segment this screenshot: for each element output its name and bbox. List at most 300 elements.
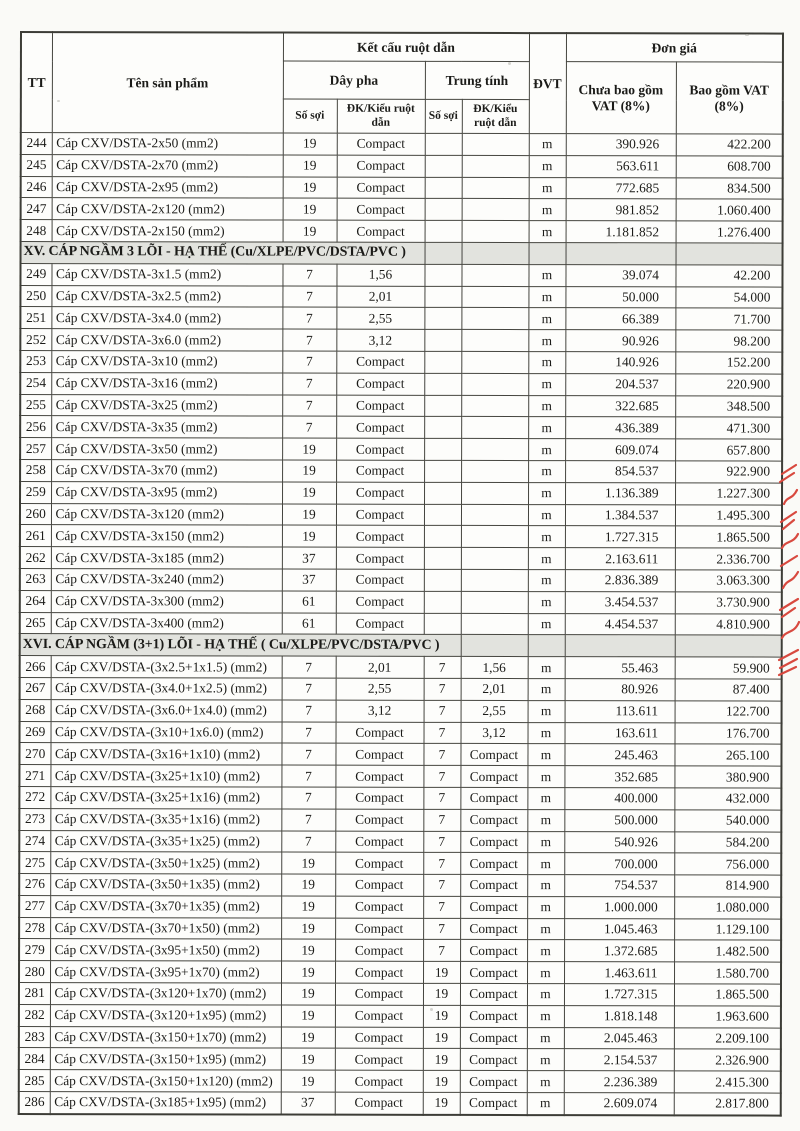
cell-neutral-conductor: Compact (460, 1027, 527, 1049)
cell-price-ex-vat: 1.136.389 (565, 482, 675, 504)
cell-product-name: Cáp CXV/DSTA-(3x16+1x10) (mm2) (50, 743, 281, 765)
section-title: XVI. CÁP NGẦM (3+1) LÕI - HẠ THẾ ( Cu/XLPE/PVC/DSTA/PVC ) (20, 634, 461, 657)
cell-neutral-conductor: Compact (460, 984, 527, 1006)
cell-phase-conductor: Compact (335, 743, 423, 765)
cell-phase-strands: 19 (281, 940, 335, 962)
cell-phase-strands: 37 (282, 547, 336, 569)
cell-phase-strands: 7 (281, 831, 335, 853)
cell-tt: 286 (19, 1092, 50, 1114)
table-row (20, 699, 782, 722)
cell-phase-conductor: Compact (335, 918, 423, 940)
cell-price-ex-vat: 4.454.537 (565, 613, 675, 635)
cell-price-ex-vat: 39.074 (565, 264, 675, 286)
cell-phase-strands: 7 (282, 395, 336, 417)
cell-phase-conductor: Compact (336, 482, 424, 504)
cell-phase-conductor: Compact (336, 547, 424, 569)
cell-phase-conductor: Compact (336, 373, 424, 395)
cell-tt: 274 (19, 830, 50, 852)
cell-unit: m (529, 134, 566, 156)
cell-tt: 261 (20, 525, 51, 547)
table-row (19, 961, 781, 984)
cell-neutral-strands (424, 417, 461, 439)
table-row (20, 372, 782, 395)
header-conductor-structure: Kết cấu ruột dẫn (283, 33, 529, 62)
cell-phase-conductor: Compact (335, 1005, 423, 1027)
cell-product-name: Cáp CXV/DSTA-(3x95+1x70) (mm2) (50, 961, 281, 983)
cell-neutral-conductor: Compact (460, 787, 527, 809)
cell-unit: m (527, 809, 564, 831)
cell-unit: m (528, 700, 565, 722)
cell-phase-conductor: Compact (336, 351, 424, 373)
cell-phase-strands: 7 (281, 743, 335, 765)
table-row (20, 459, 782, 482)
cell-phase-strands: 37 (282, 569, 336, 591)
cell-product-name: Cáp CXV/DSTA-3x10 (mm2) (51, 351, 282, 373)
cell-phase-conductor: Compact (335, 809, 423, 831)
cell-phase-conductor: 3,12 (336, 329, 424, 351)
cell-phase-conductor: 2,55 (336, 308, 424, 330)
cell-neutral-strands (424, 308, 461, 330)
cell-tt: 269 (20, 721, 51, 743)
cell-tt: 285 (19, 1070, 50, 1092)
cell-neutral-strands (424, 395, 461, 417)
cell-price-inc-vat: 2.326.900 (674, 1049, 781, 1071)
cell-phase-strands: 7 (282, 329, 336, 351)
cell-neutral-conductor (461, 373, 528, 395)
cell-neutral-strands (424, 482, 461, 504)
cell-unit: m (528, 548, 565, 570)
cell-neutral-conductor: Compact (460, 1071, 527, 1093)
cell-price-inc-vat: 1.580.700 (674, 962, 781, 984)
cell-tt: 250 (20, 285, 51, 307)
cell-tt: 252 (20, 329, 51, 351)
cell-phase-conductor: Compact (337, 177, 425, 199)
cell-phase-conductor: Compact (336, 460, 424, 482)
cell-neutral-strands: 7 (424, 656, 461, 678)
cell-unit: m (527, 940, 564, 962)
cell-neutral-conductor: Compact (460, 940, 527, 962)
cell-neutral-strands: 19 (423, 983, 460, 1005)
cell-tt: 249 (20, 263, 51, 285)
table-row (21, 198, 783, 221)
cell-neutral-conductor: Compact (460, 896, 527, 918)
cell-price-ex-vat: 540.926 (564, 831, 674, 853)
cell-tt: 266 (20, 656, 51, 678)
header-tt: TT (21, 32, 52, 133)
table-row (21, 176, 783, 199)
cell-product-name: Cáp CXV/DSTA-(3x2.5+1x1.5) (mm2) (51, 656, 282, 678)
cell-tt: 253 (20, 350, 51, 372)
cell-product-name: Cáp CXV/DSTA-(3x70+1x50) (mm2) (50, 917, 281, 939)
cell-neutral-strands (425, 221, 462, 243)
section-filler-cell (425, 242, 462, 264)
cell-phase-conductor: Compact (335, 1070, 423, 1092)
cell-unit: m (528, 570, 565, 592)
cell-neutral-conductor (461, 482, 528, 504)
cell-neutral-conductor (462, 155, 529, 177)
cell-phase-conductor: 1,56 (336, 264, 424, 286)
cell-tt: 284 (19, 1048, 50, 1070)
cell-unit: m (527, 766, 564, 788)
cell-product-name: Cáp CXV/DSTA-(3x6.0+1x4.0) (mm2) (51, 699, 282, 721)
cell-price-inc-vat: 54.000 (675, 286, 782, 308)
cell-neutral-strands (424, 504, 461, 526)
cell-phase-strands: 19 (281, 918, 335, 940)
cell-tt: 245 (21, 154, 52, 176)
cell-price-inc-vat: 71.700 (675, 308, 782, 330)
cell-product-name: Cáp CXV/DSTA-3x240 (mm2) (51, 569, 282, 591)
cell-product-name: Cáp CXV/DSTA-(3x185+1x95) (mm2) (50, 1092, 281, 1115)
cell-price-ex-vat: 2.154.537 (564, 1049, 674, 1071)
cell-phase-strands: 19 (281, 896, 335, 918)
cell-neutral-conductor (461, 351, 528, 373)
header-price-ex-vat: Chưa bao gồm VAT (8%) (566, 62, 676, 134)
cell-neutral-strands: 19 (423, 962, 460, 984)
table-row (19, 917, 781, 940)
cell-tt: 256 (20, 416, 51, 438)
cell-unit: m (528, 526, 565, 548)
cell-product-name: Cáp CXV/DSTA-(3x50+1x25) (mm2) (50, 852, 281, 874)
cell-tt: 251 (20, 307, 51, 329)
cell-phase-strands: 61 (282, 591, 336, 613)
cell-tt: 246 (21, 176, 52, 198)
cell-unit: m (528, 482, 565, 504)
cell-phase-conductor: Compact (335, 852, 423, 874)
cell-product-name: Cáp CXV/DSTA-3x150 (mm2) (51, 525, 282, 547)
table-row (20, 547, 782, 570)
cell-neutral-conductor: 2,55 (461, 700, 528, 722)
cell-unit: m (528, 264, 565, 286)
table-row (20, 285, 782, 308)
header-strand-count-phase: Số sợi (283, 99, 337, 133)
cell-neutral-strands: 7 (424, 678, 461, 700)
cell-price-inc-vat: 657.800 (675, 439, 782, 461)
cell-phase-strands: 19 (282, 438, 336, 460)
cell-neutral-strands: 7 (424, 700, 461, 722)
cell-neutral-conductor (461, 569, 528, 591)
table-row (20, 568, 782, 591)
cell-tt: 259 (20, 481, 51, 503)
cell-phase-strands: 7 (282, 722, 336, 744)
cell-price-ex-vat: 436.389 (565, 417, 675, 439)
cell-tt: 272 (19, 786, 50, 808)
cell-neutral-strands (425, 133, 462, 155)
cell-neutral-conductor (461, 613, 528, 635)
cell-unit: m (528, 722, 565, 744)
cell-neutral-conductor: Compact (460, 744, 527, 766)
cell-unit: m (528, 591, 565, 613)
cell-neutral-strands (424, 264, 461, 286)
cell-neutral-conductor: Compact (460, 853, 527, 875)
price-table-body (19, 133, 783, 1116)
cell-tt: 268 (20, 699, 51, 721)
cell-price-ex-vat: 90.926 (565, 330, 675, 352)
cell-product-name: Cáp CXV/DSTA-3x400 (mm2) (51, 612, 282, 634)
cell-tt: 276 (19, 874, 50, 896)
cell-unit: m (527, 984, 564, 1006)
cell-tt: 277 (19, 895, 50, 917)
cell-product-name: Cáp CXV/DSTA-(3x70+1x35) (mm2) (50, 895, 281, 917)
table-row (20, 263, 782, 286)
table-row (20, 590, 782, 613)
cell-price-inc-vat: 834.500 (676, 177, 783, 199)
cell-price-ex-vat: 390.926 (566, 134, 676, 156)
cell-phase-conductor: Compact (335, 983, 423, 1005)
cell-unit: m (527, 853, 564, 875)
cell-price-inc-vat: 1.276.400 (676, 221, 783, 243)
cell-price-ex-vat: 3.454.537 (565, 591, 675, 613)
header-phase: Dây pha (283, 61, 425, 99)
cell-price-inc-vat: 122.700 (675, 701, 782, 723)
cell-phase-strands: 7 (282, 678, 336, 700)
cell-price-ex-vat: 1.045.463 (564, 918, 674, 940)
cell-product-name: Cáp CXV/DSTA-3x2.5 (mm2) (51, 285, 282, 307)
red-handwriting-mark (777, 460, 800, 680)
cell-tt: 265 (20, 612, 51, 634)
cell-phase-conductor: Compact (335, 896, 423, 918)
cell-price-inc-vat: 1.495.300 (675, 504, 782, 526)
cell-price-inc-vat: 814.900 (674, 875, 781, 897)
table-row (21, 220, 783, 243)
cell-price-ex-vat: 2.836.389 (565, 570, 675, 592)
cell-neutral-strands (424, 591, 461, 613)
cell-tt: 247 (21, 198, 52, 220)
table-row (19, 874, 781, 897)
cell-neutral-conductor (462, 133, 529, 155)
cell-price-inc-vat: 756.000 (674, 853, 781, 875)
cell-phase-strands: 7 (281, 809, 335, 831)
header-price-inc-vat: Bao gồm VAT (8%) (676, 62, 783, 134)
cell-phase-conductor: Compact (335, 1027, 423, 1049)
cell-price-ex-vat: 1.727.315 (564, 984, 674, 1006)
cell-product-name: Cáp CXV/DSTA-3x6.0 (mm2) (51, 329, 282, 351)
cell-phase-conductor: 2,55 (336, 678, 424, 700)
cell-neutral-strands: 7 (423, 896, 460, 918)
cell-neutral-strands: 19 (423, 1092, 460, 1114)
cell-price-ex-vat: 1.372.685 (564, 940, 674, 962)
cell-product-name: Cáp CXV/DSTA-2x70 (mm2) (52, 154, 283, 176)
table-row (19, 1026, 781, 1049)
cell-unit: m (527, 896, 564, 918)
cell-tt: 264 (20, 590, 51, 612)
cell-tt: 270 (19, 743, 50, 765)
cell-tt: 273 (19, 808, 50, 830)
cell-unit: m (527, 1027, 564, 1049)
table-row (20, 438, 782, 461)
cell-neutral-strands (425, 155, 462, 177)
cell-price-inc-vat: 152.200 (675, 352, 782, 374)
cell-phase-strands: 19 (283, 177, 337, 199)
cell-price-inc-vat: 1.129.100 (674, 919, 781, 941)
cell-neutral-conductor: Compact (460, 962, 527, 984)
section-filler-cell (675, 635, 782, 657)
cell-unit: m (528, 678, 565, 700)
section-filler-cell (528, 635, 565, 657)
cell-phase-strands: 19 (281, 1049, 335, 1071)
cell-neutral-conductor: Compact (460, 831, 527, 853)
cell-price-inc-vat: 1.963.600 (674, 1006, 781, 1028)
cell-neutral-strands (424, 569, 461, 591)
cell-neutral-conductor (461, 308, 528, 330)
cell-phase-conductor: Compact (336, 417, 424, 439)
cell-phase-conductor: 2,01 (336, 656, 424, 678)
table-row (20, 503, 782, 526)
header-unit: ĐVT (529, 33, 566, 134)
cell-price-ex-vat: 55.463 (565, 657, 675, 679)
cell-neutral-conductor: Compact (460, 766, 527, 788)
cell-phase-strands: 19 (281, 852, 335, 874)
cell-neutral-conductor: Compact (460, 809, 527, 831)
cell-price-ex-vat: 245.463 (564, 744, 674, 766)
table-row (19, 852, 781, 875)
cell-phase-conductor: Compact (337, 133, 425, 155)
cell-phase-strands: 7 (282, 416, 336, 438)
cell-price-inc-vat: 608.700 (676, 156, 783, 178)
cell-phase-conductor: Compact (335, 765, 423, 787)
section-filler-cell (566, 243, 676, 265)
cell-unit: m (527, 1049, 564, 1071)
header-neutral: Trung tính (425, 61, 529, 99)
cell-tt: 275 (19, 852, 50, 874)
cell-phase-strands: 7 (281, 765, 335, 787)
scan-speck (430, 1008, 433, 1011)
cell-tt: 279 (19, 939, 50, 961)
cell-price-ex-vat: 2.609.074 (564, 1093, 674, 1116)
section-title: XV. CÁP NGẦM 3 LÕI - HẠ THẾ (Cu/XLPE/PVC/DSTA/PVC ) (21, 241, 425, 264)
cell-tt: 263 (20, 568, 51, 590)
table-row (20, 394, 782, 417)
cell-phase-strands: 19 (283, 133, 337, 155)
cell-price-inc-vat: 432.000 (674, 788, 781, 810)
cell-price-inc-vat: 1.060.400 (676, 199, 783, 221)
cell-price-ex-vat: 322.685 (565, 395, 675, 417)
cell-phase-strands: 7 (282, 264, 336, 286)
cell-neutral-strands (425, 177, 462, 199)
cell-phase-strands: 19 (283, 198, 337, 220)
cell-product-name: Cáp CXV/DSTA-3x16 (mm2) (51, 372, 282, 394)
cell-phase-strands: 7 (282, 656, 336, 678)
cell-tt: 271 (19, 765, 50, 787)
cell-phase-strands: 61 (282, 613, 336, 635)
header-unit-price: Đơn giá (566, 33, 783, 62)
cell-product-name: Cáp CXV/DSTA-2x150 (mm2) (52, 220, 283, 242)
table-row (20, 307, 782, 330)
cell-neutral-strands (424, 439, 461, 461)
cell-price-ex-vat: 2.163.611 (565, 548, 675, 570)
cell-phase-conductor: Compact (336, 504, 424, 526)
cell-product-name: Cáp CXV/DSTA-3x70 (mm2) (51, 460, 282, 482)
cell-price-ex-vat: 2.045.463 (564, 1027, 674, 1049)
cell-price-ex-vat: 50.000 (565, 286, 675, 308)
cell-tt: 244 (21, 133, 52, 155)
cell-tt: 283 (19, 1026, 50, 1048)
cell-neutral-conductor: Compact (460, 875, 527, 897)
cell-neutral-conductor: Compact (460, 1092, 527, 1114)
cell-neutral-strands (425, 199, 462, 221)
cell-price-ex-vat: 204.537 (565, 373, 675, 395)
section-row (21, 241, 783, 264)
cell-unit: m (528, 352, 565, 374)
cell-phase-strands: 19 (281, 1005, 335, 1027)
cell-unit: m (529, 199, 566, 221)
cell-tt: 260 (20, 503, 51, 525)
cell-product-name: Cáp CXV/DSTA-(3x50+1x35) (mm2) (50, 874, 281, 896)
cell-product-name: Cáp CXV/DSTA-3x1.5 (mm2) (51, 263, 282, 285)
cell-neutral-strands (424, 351, 461, 373)
cell-price-inc-vat: 471.300 (675, 417, 782, 439)
table-row (19, 765, 781, 788)
cell-phase-strands: 37 (281, 1092, 335, 1114)
cell-price-inc-vat: 42.200 (675, 265, 782, 287)
cell-phase-conductor: Compact (335, 787, 423, 809)
cell-price-inc-vat: 1.865.500 (674, 984, 781, 1006)
cell-product-name: Cáp CXV/DSTA-2x50 (mm2) (52, 133, 283, 155)
table-row (20, 350, 782, 373)
cell-phase-conductor: Compact (335, 1092, 423, 1114)
cell-phase-conductor: Compact (336, 722, 424, 744)
cell-product-name: Cáp CXV/DSTA-(3x35+1x25) (mm2) (50, 830, 281, 852)
cell-neutral-conductor: Compact (460, 1005, 527, 1027)
cell-product-name: Cáp CXV/DSTA-(3x4.0+1x2.5) (mm2) (51, 677, 282, 699)
cell-neutral-strands (424, 526, 461, 548)
table-row (19, 786, 781, 809)
cell-unit: m (528, 439, 565, 461)
cell-neutral-conductor (461, 526, 528, 548)
cell-price-ex-vat: 1.463.611 (564, 962, 674, 984)
cell-neutral-conductor: 3,12 (461, 722, 528, 744)
cell-unit: m (527, 1005, 564, 1027)
cell-phase-conductor: Compact (335, 940, 423, 962)
cell-neutral-strands: 7 (424, 722, 461, 744)
cell-price-inc-vat: 380.900 (674, 766, 781, 788)
cell-neutral-strands (424, 330, 461, 352)
cell-price-ex-vat: 772.685 (566, 177, 676, 199)
cell-price-inc-vat: 3.063.300 (675, 570, 782, 592)
cell-unit: m (528, 373, 565, 395)
cell-product-name: Cáp CXV/DSTA-3x300 (mm2) (51, 590, 282, 612)
cell-phase-conductor: Compact (335, 831, 423, 853)
cell-phase-strands: 7 (282, 351, 336, 373)
cell-phase-strands: 7 (282, 700, 336, 722)
cell-phase-conductor: Compact (336, 526, 424, 548)
cell-phase-strands: 7 (281, 787, 335, 809)
cell-unit: m (528, 395, 565, 417)
cell-phase-conductor: Compact (335, 874, 423, 896)
cell-price-ex-vat: 352.685 (564, 766, 674, 788)
cell-product-name: Cáp CXV/DSTA-(3x25+1x10) (mm2) (50, 765, 281, 787)
section-filler-cell (565, 635, 675, 657)
scan-speck (745, 34, 749, 36)
cell-price-inc-vat: 2.209.100 (674, 1028, 781, 1050)
cell-price-inc-vat: 1.227.300 (675, 483, 782, 505)
cell-neutral-strands: 19 (423, 1071, 460, 1093)
cell-phase-strands: 7 (282, 373, 336, 395)
cell-phase-conductor: 2,01 (336, 286, 424, 308)
cell-neutral-conductor (461, 264, 528, 286)
cell-price-inc-vat: 98.200 (675, 330, 782, 352)
cell-neutral-conductor (461, 460, 528, 482)
table-row (19, 808, 781, 831)
cell-phase-conductor: Compact (336, 569, 424, 591)
cell-neutral-conductor: Compact (460, 918, 527, 940)
cell-neutral-strands (424, 373, 461, 395)
cell-tt: 281 (19, 983, 50, 1005)
cell-price-inc-vat: 584.200 (674, 831, 781, 853)
cell-tt: 282 (19, 1004, 50, 1026)
cell-tt: 254 (20, 372, 51, 394)
cell-unit: m (528, 330, 565, 352)
cell-phase-strands: 19 (281, 874, 335, 896)
